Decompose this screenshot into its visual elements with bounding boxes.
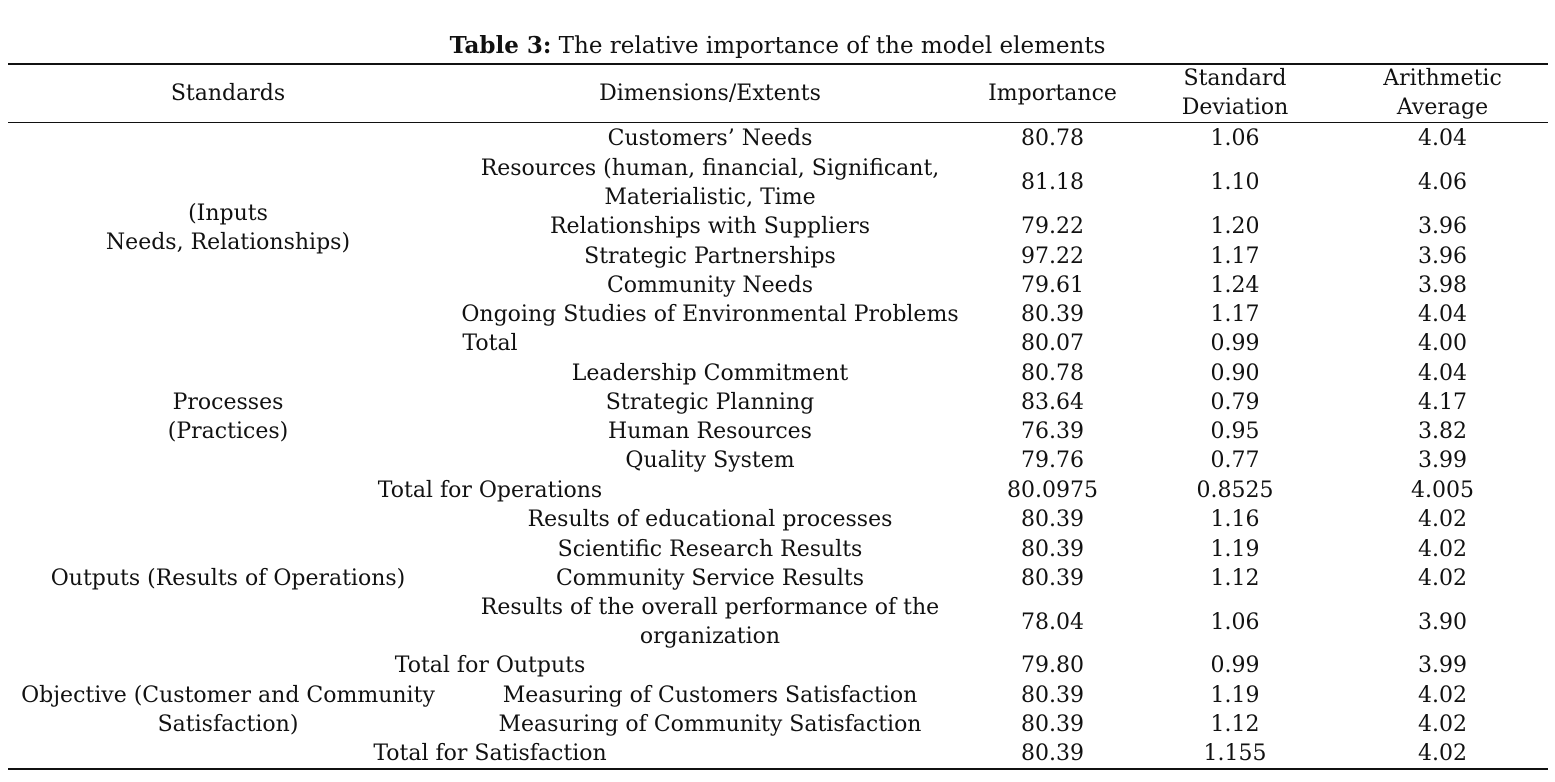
table-row-importance: 80.78 (1021, 126, 1084, 151)
table-row-importance: 80.39 (1021, 537, 1084, 562)
table-row-dimension: Community Service Results (555, 566, 865, 591)
table-row-dimension: Ongoing Studies of Environmental Problems (461, 302, 959, 327)
table-row-sd: 1.19 (1210, 537, 1260, 562)
table-row-importance: 76.39 (1021, 419, 1084, 444)
table-row-importance: 80.78 (1021, 361, 1084, 386)
table-row-sd: 0.77 (1210, 448, 1260, 473)
table-row-dimension: Quality System (625, 448, 795, 473)
standard-outputs: Outputs (Results of Operations) (50, 566, 406, 591)
table-row-dimension: Results of the overall performance of the organization (480, 595, 940, 649)
table-row-sd: 1.10 (1210, 170, 1260, 195)
table-row-sd: 0.8525 (1196, 478, 1274, 503)
table-row-sd: 0.99 (1210, 331, 1260, 356)
table-row-sd: 1.06 (1210, 126, 1260, 151)
table-row-average: 4.02 (1418, 683, 1467, 708)
table-row-average: 4.02 (1418, 741, 1467, 766)
table-row-importance: 79.76 (1021, 448, 1084, 473)
table-row-importance: 79.22 (1021, 214, 1084, 239)
table-row-average: 4.06 (1418, 170, 1467, 195)
table-row-sd: 0.79 (1210, 390, 1260, 415)
table-row-sd: 0.90 (1210, 361, 1260, 386)
table-row-importance: 81.18 (1021, 170, 1084, 195)
table-row-average: 3.98 (1418, 273, 1467, 298)
table-row-dimension: Results of educational processes (527, 507, 893, 532)
table-row-average: 4.005 (1411, 478, 1474, 503)
table-row-importance: 79.80 (1021, 653, 1084, 678)
table-row-dimension: Scientific Research Results (557, 537, 863, 562)
table-row-importance: 80.39 (1021, 683, 1084, 708)
header-standard-deviation: Standard Deviation (1181, 66, 1289, 120)
standard-objective: Objective (Customer and Community Satisfaction) (21, 683, 435, 737)
table-row-sd: 0.99 (1210, 653, 1260, 678)
table-row-dimension: Community Needs (606, 273, 814, 298)
standard-inputs: (Inputs Needs, Relationships) (105, 201, 351, 255)
table-row-average: 4.00 (1418, 331, 1467, 356)
table-row-average: 4.04 (1418, 126, 1467, 151)
table-row-importance: 80.0975 (1007, 478, 1098, 503)
table-row-average: 3.90 (1418, 610, 1467, 635)
table-caption (0, 31, 1555, 61)
table-row-sd: 1.155 (1203, 741, 1267, 766)
table-row-sd: 1.19 (1210, 683, 1260, 708)
table-row-average: 4.04 (1418, 361, 1467, 386)
table-row-dimension: Resources (human, financial, Significant, Materialistic, Time (480, 156, 940, 210)
table-row-dimension: Relationships with Suppliers (549, 214, 871, 239)
header-rule (8, 122, 1548, 123)
table-row-average: 4.02 (1418, 712, 1467, 737)
table-caption-label: Table 3: (449, 32, 552, 59)
header-arithmetic-average: Arithmetic Average (1383, 66, 1502, 120)
table-row-sd: 0.95 (1210, 419, 1260, 444)
table-row-dimension: Customers’ Needs (607, 126, 813, 151)
table-row-total-label: Total for Satisfaction (373, 741, 607, 766)
header-standards: Standards (170, 80, 286, 106)
table-row-sd: 1.16 (1210, 507, 1260, 532)
table-row-importance: 80.39 (1021, 507, 1084, 532)
table-row-importance: 80.39 (1021, 302, 1084, 327)
table-row-importance: 78.04 (1021, 610, 1084, 635)
table-row-total-label: Total for Operations (377, 478, 603, 503)
table-row-average: 3.96 (1418, 244, 1467, 269)
table-row-dimension: Strategic Planning (605, 390, 815, 415)
table-row-dimension: Measuring of Community Satisfaction (498, 712, 922, 737)
table-row-dimension: Human Resources (608, 419, 812, 444)
header-importance: Importance (988, 80, 1117, 106)
table-row-sd: 1.20 (1210, 214, 1260, 239)
table-row-importance: 97.22 (1021, 244, 1084, 269)
table-row-average: 4.02 (1418, 507, 1467, 532)
table-row-sd: 1.17 (1210, 244, 1260, 269)
bottom-rule (8, 768, 1548, 770)
table-row-sd: 1.24 (1210, 273, 1260, 298)
table-row-average: 4.17 (1418, 390, 1467, 415)
table-row-average: 3.96 (1418, 214, 1467, 239)
table-row-average: 4.04 (1418, 302, 1467, 327)
table-row-importance: 80.39 (1021, 712, 1084, 737)
table-row-total-label: Total for Outputs (394, 653, 586, 678)
table-row-sd: 1.17 (1210, 302, 1260, 327)
table-row-average: 4.02 (1418, 537, 1467, 562)
table-row-average: 4.02 (1418, 566, 1467, 591)
table-caption-text: The relative importance of the model elements (558, 33, 1106, 59)
table-row-average: 3.99 (1418, 448, 1467, 473)
table-row-total-label: Total (462, 331, 518, 356)
table-row-importance: 83.64 (1021, 390, 1084, 415)
header-dimensions: Dimensions/Extents (599, 80, 821, 106)
table-row-dimension: Strategic Partnerships (584, 244, 836, 269)
table-row-dimension: Measuring of Customers Satisfaction (502, 683, 918, 708)
table-row-importance: 80.07 (1021, 331, 1084, 356)
table-row-importance: 79.61 (1021, 273, 1084, 298)
table-row-sd: 1.06 (1210, 610, 1260, 635)
standard-processes: Processes (Practices) (167, 390, 289, 444)
table-row-dimension: Leadership Commitment (571, 361, 849, 386)
table-row-average: 3.82 (1418, 419, 1467, 444)
table-row-sd: 1.12 (1210, 566, 1260, 591)
table-row-sd: 1.12 (1210, 712, 1260, 737)
table-row-importance: 80.39 (1021, 741, 1084, 766)
table-row-importance: 80.39 (1021, 566, 1084, 591)
table-row-average: 3.99 (1418, 653, 1467, 678)
